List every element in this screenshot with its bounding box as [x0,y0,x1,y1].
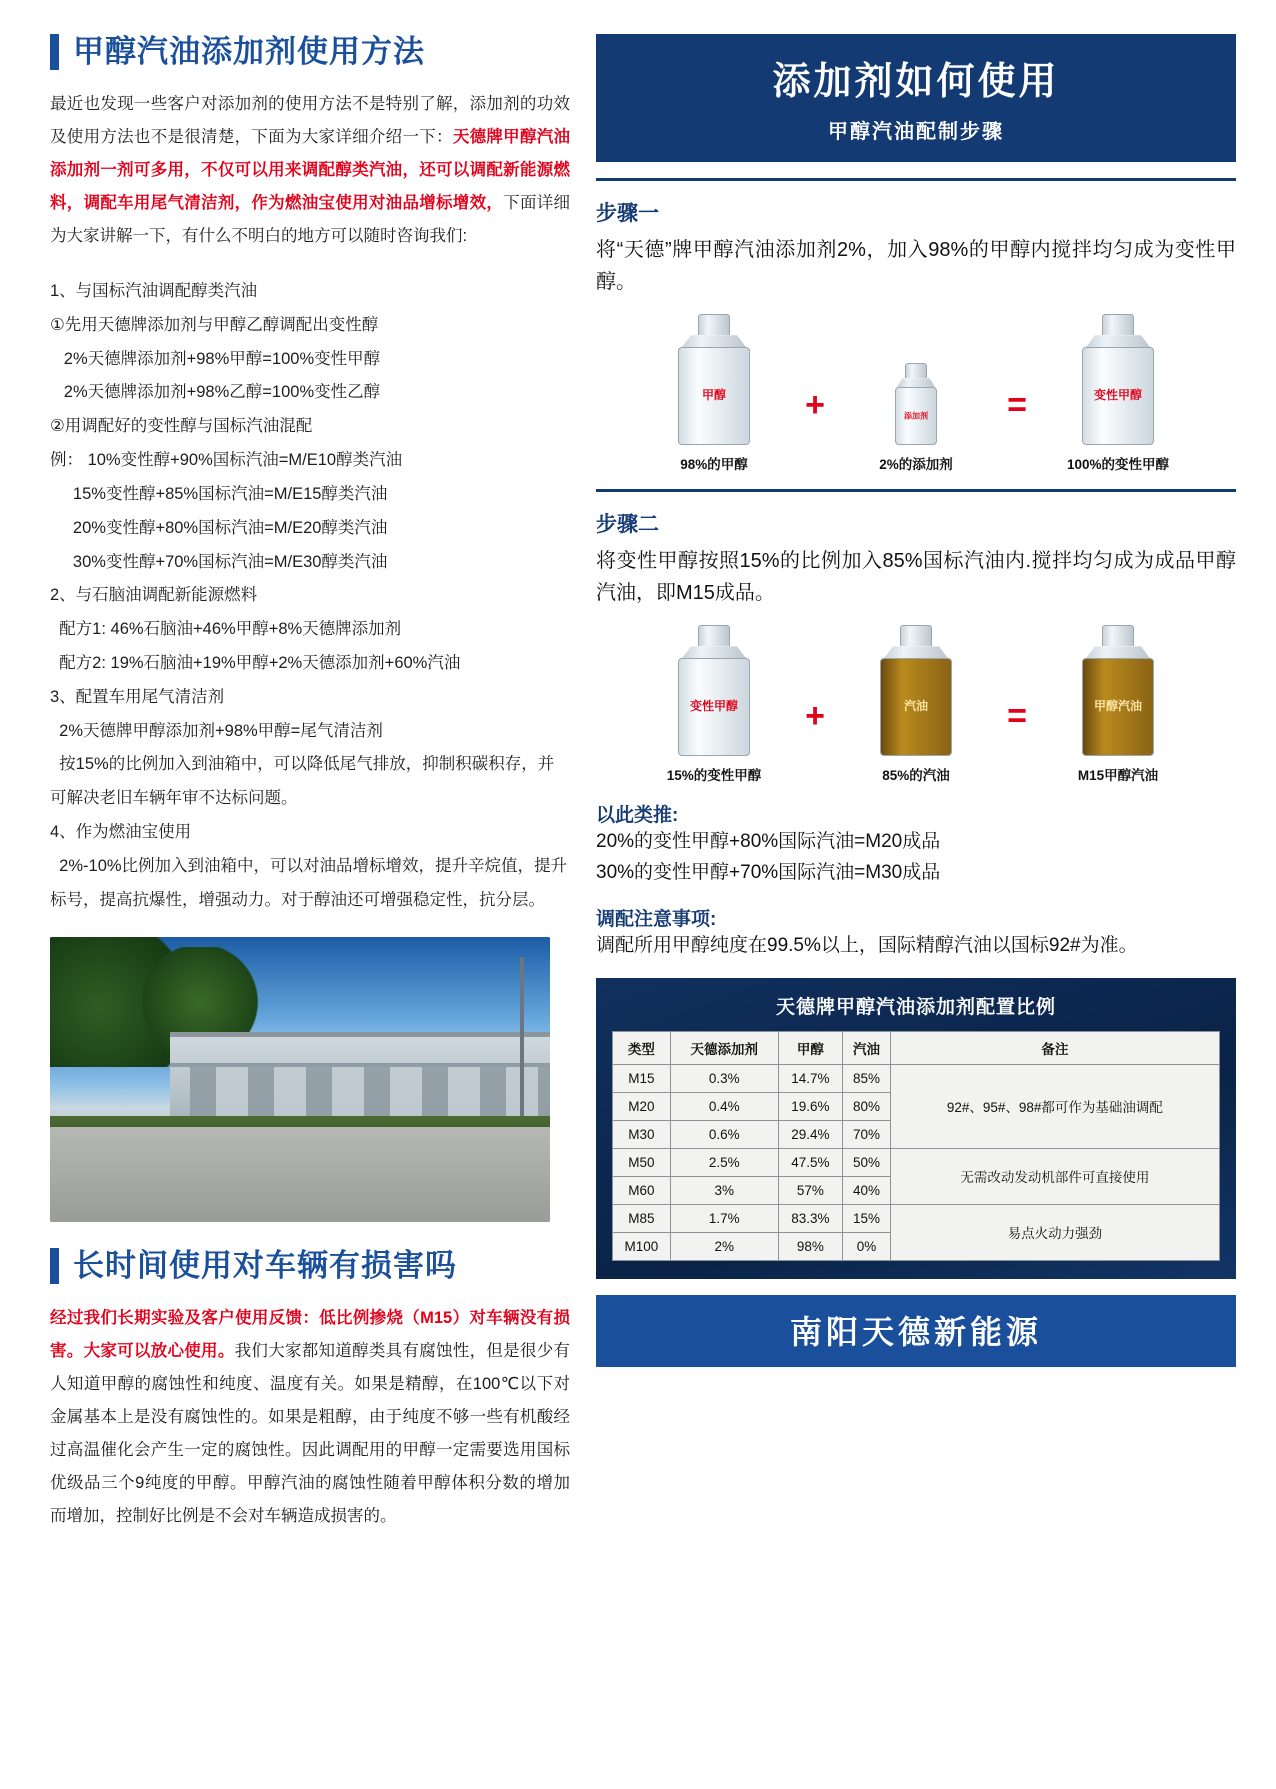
cell-type: M60 [613,1176,671,1204]
diagram-item [1043,625,1193,784]
plus-icon: + [805,386,825,425]
list-item: 1、与国标汽油调配醇类汽油 [50,282,258,300]
step-one-block [596,178,1236,473]
factory-photo [50,937,550,1222]
list-item: ①先用天德牌添加剂与甲醇乙醇调配出变性醇 [50,315,379,334]
cell-gasoline: 85% [843,1064,891,1092]
column-header: 天德添加剂 [670,1031,778,1064]
bottle-shoulder [682,646,746,658]
bottle-gasoline [841,625,991,756]
cell-methanol: 83.3% [778,1204,842,1232]
list-item: 2%-10%比例加入到油箱中，可以对油品增标增效，提升辛烷值，提升标号，提高抗爆性，增强动力。对于醇油还可增强稳定性，抗分层。 [50,856,568,909]
photo-pole [520,957,524,1137]
equals-icon: = [1007,386,1027,425]
analogy-title: 以此类推: [596,805,679,827]
bottle-body [1082,347,1154,445]
ratio-table [612,1031,1220,1261]
section-heading-damage [50,1248,570,1284]
list-item: 2、与石脑油调配新能源燃料 [50,586,258,605]
diagram-item [841,625,991,784]
bottle-shoulder [884,646,948,658]
damage-text-body: 我们大家都知道醇类具有腐蚀性，但是很少有人知道甲醇的腐蚀性和纯度、温度有关。如果是精醇，在100℃以下对金属基本上是没有腐蚀性的。如果是粗醇，由于纯度不够一些有机酸经过高温催化会产生一定的腐蚀性。因此调配用的甲醇一定需要选用国标优级品三个9纯度的甲醇。甲醇汽油的腐蚀性随着甲醇体积分数的增加而增加，控制好比例是不会对车辆造成损害的。 [50,1342,571,1526]
damage-paragraph [50,1302,570,1533]
intro-text-part1: 最近也发现一些客户对添加剂的使用方法不是特别了解，添加剂的功效及使用方法也不是很清楚，下面为大家详细介绍一下： [50,95,570,146]
bottle-neck [900,625,932,646]
step-one-title: 步骤一 [596,202,659,225]
cell-additive: 2.5% [670,1148,778,1176]
cell-note: 92#、95#、98#都可作为基础油调配 [890,1064,1219,1148]
cell-gasoline: 15% [843,1204,891,1232]
list-item: 20%变性醇+80%国标汽油=M/E20醇类汽油 [50,518,388,537]
caution-text: 调配所用甲醇纯度在99.5%以上，国际精醇汽油以国标92#为准。 [596,935,1138,957]
bottle-caption: 15%的变性甲醇 [666,768,762,784]
diagram-item [841,363,991,473]
bottle-shoulder [682,335,746,347]
cell-methanol: 57% [778,1176,842,1204]
diagram-item [639,314,789,473]
bottle-neck [1102,625,1134,646]
list-item: 例： 10%变性醇+90%国标汽油=M/E10醇类汽油 [50,451,403,470]
list-item: 按15%的比例加入到油箱中，可以降低尾气排放，抑制积碳积存，并可解决老旧车辆年审不达标问题。 [50,755,555,808]
list-item: 15%变性醇+85%国标汽油=M/E15醇类汽油 [50,484,388,503]
cell-note: 无需改动发动机部件可直接使用 [890,1148,1219,1204]
bottle-m15-methanol-gasoline [1043,625,1193,756]
bottle-caption: 100%的变性甲醇 [1066,457,1170,473]
cell-gasoline: 0% [843,1232,891,1260]
bottle-body [678,347,750,445]
damage-text-highlight: 经过我们长期实验及客户使用反馈：低比例掺烧（M15）对车辆没有损害。大家可以放心使用。 [50,1309,570,1361]
list-item: 30%变性醇+70%国标汽油=M/E30醇类汽油 [50,552,388,571]
bottle-shoulder [1086,646,1150,658]
step-two-block [596,489,1236,784]
bottle-body [880,658,952,756]
caution-title: 调配注意事项: [596,909,717,931]
diagram-item [1043,314,1193,473]
cell-type: M30 [613,1120,671,1148]
cell-methanol: 19.6% [778,1092,842,1120]
list-item: ②用调配好的变性醇与国标汽油混配 [50,417,313,436]
company-footer: 南阳天德新能源 [596,1295,1236,1367]
left-column [50,34,570,1769]
cell-methanol: 47.5% [778,1148,842,1176]
list-item: 2%天德牌添加剂+98%甲醇=100%变性甲醇 [50,349,381,368]
intro-paragraph [50,88,570,253]
page-title: 甲醇汽油添加剂使用方法 [73,33,425,69]
cell-additive: 0.6% [670,1120,778,1148]
table-row [613,1064,1220,1092]
step-two-title: 步骤二 [596,513,659,537]
banner-title: 添加剂如何使用 [772,61,1060,103]
column-header: 类型 [613,1031,671,1064]
heading-accent-bar [50,34,59,70]
list-item: 3、配置车用尾气清洁剂 [50,687,225,706]
bottle-caption: 85%的汽油 [882,768,950,784]
bottle-label: 添加剂 [904,411,928,421]
cell-gasoline: 70% [843,1120,891,1148]
bottle-denatured-methanol [639,625,789,756]
banner-subtitle: 甲醇汽油配制步骤 [828,121,1004,143]
right-banner [596,34,1236,162]
cell-type: M20 [613,1092,671,1120]
bottle-neck [1102,314,1134,335]
analogy-line: 20%的变性甲醇+80%国际汽油=M20成品 [596,831,941,853]
bottle-caption: 2%的添加剂 [879,457,953,473]
intro-text-highlight: 天德牌甲醇汽油添加剂一剂可多用，不仅可以用来调配醇类汽油，还可以调配新能源燃料，调配车用尾气清洁剂，作为燃油宝使用对油品增标增效， [50,128,571,212]
equals-icon: = [1007,697,1027,736]
cell-note: 易点火动力强劲 [890,1204,1219,1260]
bottle-denatured-methanol [1043,314,1193,445]
step-one-diagram [596,314,1236,473]
bottle-body [678,658,750,756]
bottle-shoulder [897,378,935,387]
bottle-label: 变性甲醇 [1093,388,1142,403]
bottle-shoulder [1086,335,1150,347]
table-row [613,1204,1220,1232]
column-header: 甲醇 [778,1031,842,1064]
cell-gasoline: 40% [843,1176,891,1204]
ratio-table-card [596,978,1236,1279]
diagram-item [639,625,789,784]
cell-additive: 2% [670,1232,778,1260]
step-two-diagram [596,625,1236,784]
cell-type: M100 [613,1232,671,1260]
bottle-label: 变性甲醇 [689,699,738,714]
column-header: 汽油 [843,1031,891,1064]
list-item: 4、作为燃油宝使用 [50,823,192,841]
section-heading-usage [50,34,570,70]
list-item: 配方2: 19%石脑油+19%甲醇+2%天德添加剂+60%汽油 [50,653,461,672]
table-row [613,1148,1220,1176]
ratio-table-title: 天德牌甲醇汽油添加剂配置比例 [775,996,1056,1018]
bottle-neck [905,363,927,378]
cell-gasoline: 80% [843,1092,891,1120]
list-item: 2%天德牌甲醇添加剂+98%甲醇=尾气清洁剂 [50,721,383,740]
cell-gasoline: 50% [843,1148,891,1176]
usage-steps-list [50,275,570,917]
column-header: 备注 [890,1031,1219,1064]
cell-additive: 1.7% [670,1204,778,1232]
bottle-caption: 98%的甲醇 [680,457,748,473]
plus-icon: + [805,697,825,736]
table-header-row [613,1031,1220,1064]
right-column [596,34,1236,1769]
bottle-neck [698,314,730,335]
list-item: 配方1: 46%石脑油+46%甲醇+8%天德牌添加剂 [50,620,402,639]
intro-text-part2: 下面详细为大家讲解一下，有什么不明白的地方可以随时咨询我们: [50,194,571,245]
cell-methanol: 98% [778,1232,842,1260]
analogy-line: 30%的变性甲醇+70%国际汽油=M30成品 [596,861,941,883]
cell-type: M50 [613,1148,671,1176]
step-one-text: 将“天德”牌甲醇汽油添加剂2%，加入98%的甲醇内搅拌均匀成为变性甲醇。 [596,239,1236,293]
cell-type: M15 [613,1064,671,1092]
step-two-text: 将变性甲醇按照15%的比例加入85%国标汽油内.搅拌均匀成为成品甲醇汽油，即M15成品。 [596,550,1236,604]
bottle-label: 汽油 [903,699,928,714]
cell-type: M85 [613,1204,671,1232]
cell-additive: 0.3% [670,1064,778,1092]
cell-methanol: 29.4% [778,1120,842,1148]
bottle-label: 甲醇 [701,388,726,403]
bottle-body [895,387,937,445]
bottle-neck [698,625,730,646]
bottle-caption: M15甲醇汽油 [1077,768,1159,784]
heading-accent-bar [50,1248,59,1284]
bottle-label: 甲醇汽油 [1093,699,1142,714]
bottle-methanol [639,314,789,445]
bottle-body [1082,658,1154,756]
list-item: 2%天德牌添加剂+98%乙醇=100%变性乙醇 [50,383,381,402]
photo-road [50,1127,550,1222]
cell-additive: 3% [670,1176,778,1204]
cell-additive: 0.4% [670,1092,778,1120]
cell-methanol: 14.7% [778,1064,842,1092]
bottle-additive [841,363,991,445]
section-title-damage: 长时间使用对车辆有损害吗 [73,1248,457,1284]
